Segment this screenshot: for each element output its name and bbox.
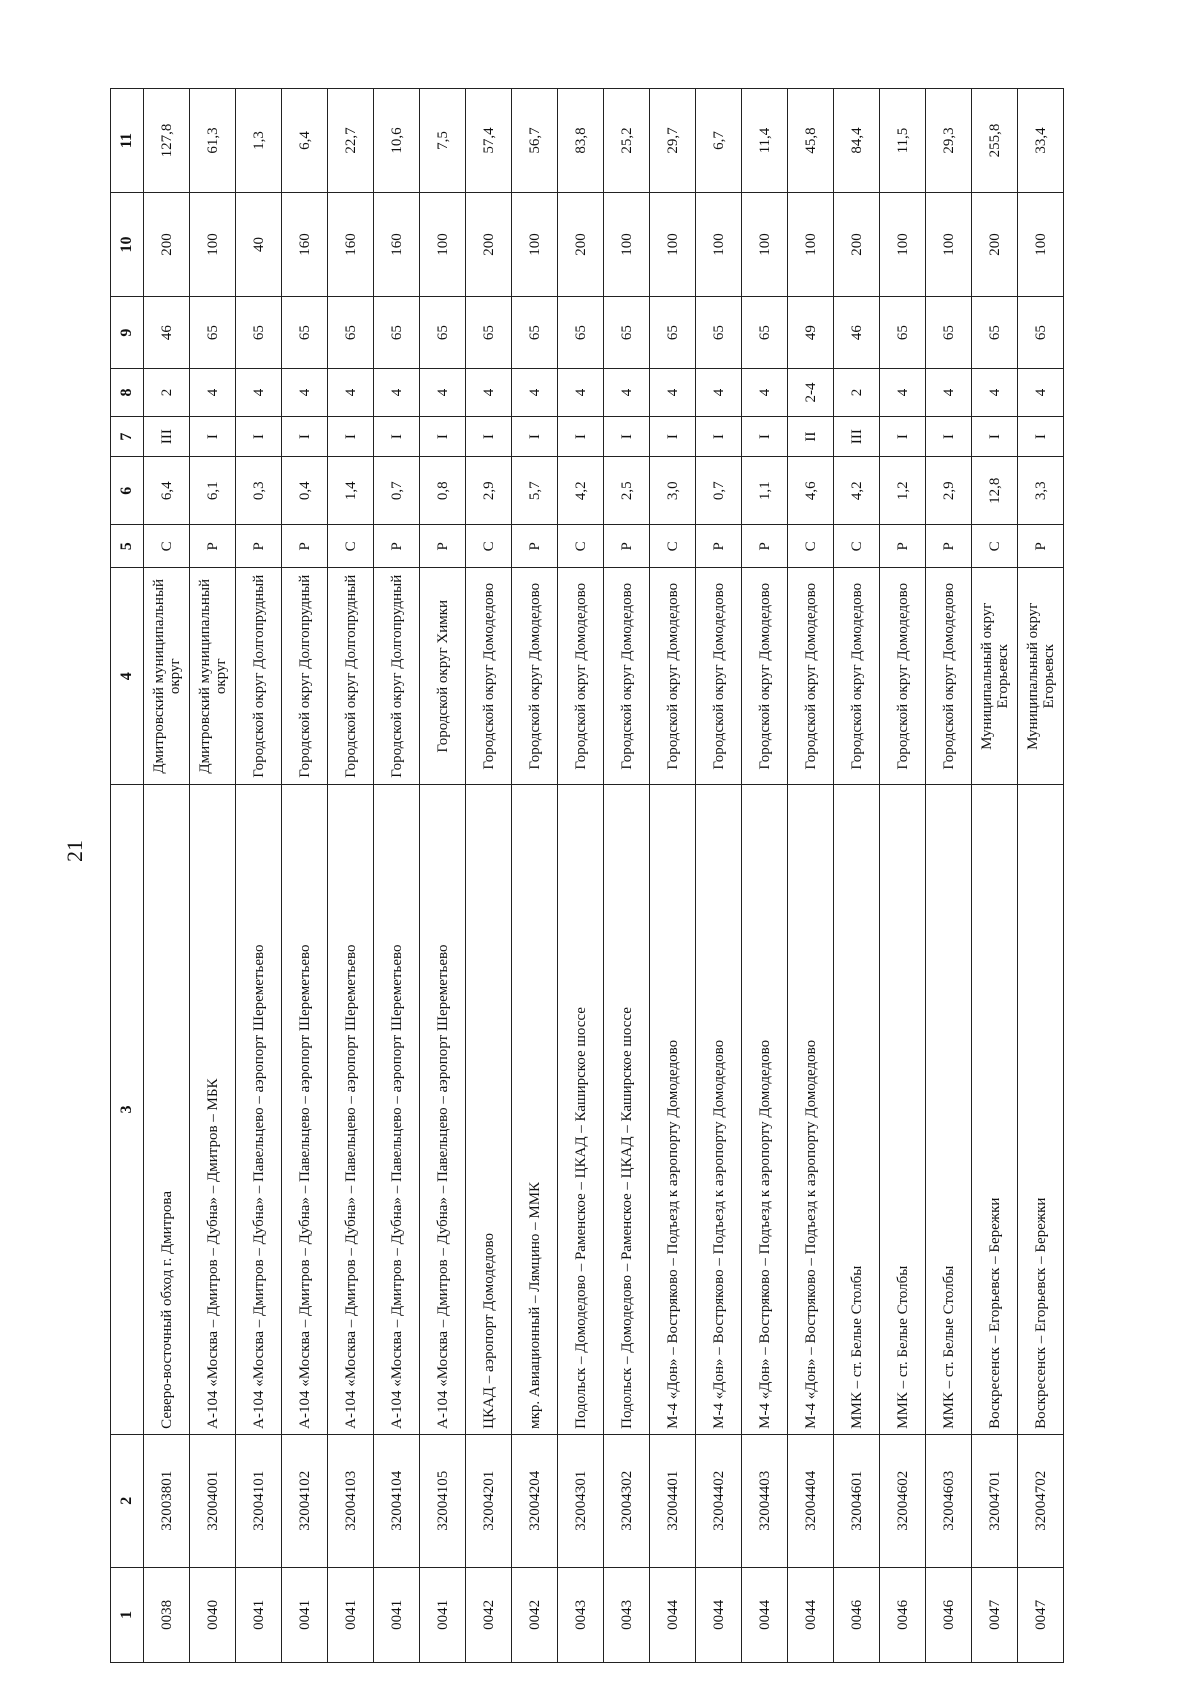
table-cell-c1: 0041 <box>236 1567 282 1662</box>
table-cell-c3: А-104 «Москва – Дмитров – Дубна» – Дмитров – МБК <box>190 785 236 1435</box>
table-cell-c1: 0042 <box>512 1567 558 1662</box>
table-cell-c9: 65 <box>328 297 374 369</box>
table-cell-c4: Городской округ Домодедово <box>466 568 512 785</box>
table-cell-c3: А-104 «Москва – Дмитров – Дубна» – Павельцево – аэропорт Шереметьево <box>328 785 374 1435</box>
table-cell-c8: 4 <box>926 369 972 417</box>
table-cell-c2: 32004702 <box>1018 1434 1064 1567</box>
table-cell-c5: Р <box>604 525 650 568</box>
table-cell-c3: ММК – ст. Белые Столбы <box>880 785 926 1435</box>
table-cell-c6: 5,7 <box>512 457 558 525</box>
table-cell-c6: 0,7 <box>374 457 420 525</box>
column-header-7: 7 <box>111 416 144 456</box>
table-cell-c10: 100 <box>650 193 696 297</box>
table-cell-c8: 2 <box>144 369 190 417</box>
table-cell-c2: 32004602 <box>880 1434 926 1567</box>
table-cell-c4: Городской округ Домодедово <box>558 568 604 785</box>
table-cell-c10: 100 <box>926 193 972 297</box>
table-row <box>742 89 788 1663</box>
table-cell-c4: Дмитровский муниципальный округ <box>144 568 190 785</box>
table-cell-c9: 65 <box>420 297 466 369</box>
table-cell-c3: Воскресенск – Егорьевск – Бережки <box>972 785 1018 1435</box>
table-cell-c11: 45,8 <box>788 89 834 193</box>
table-cell-c7: I <box>190 416 236 456</box>
table-cell-c5: Р <box>880 525 926 568</box>
table-row <box>880 89 926 1663</box>
table-cell-c11: 11,4 <box>742 89 788 193</box>
table-cell-c2: 32004404 <box>788 1434 834 1567</box>
table-cell-c6: 12,8 <box>972 457 1018 525</box>
table-cell-c10: 200 <box>466 193 512 297</box>
page-number: 21 <box>62 840 87 862</box>
table-cell-c3: М-4 «Дон» – Востряково – Подъезд к аэропорту Домодедово <box>696 785 742 1435</box>
table-row <box>558 89 604 1663</box>
table-row <box>926 89 972 1663</box>
table-cell-c1: 0038 <box>144 1567 190 1662</box>
table-cell-c1: 0043 <box>558 1567 604 1662</box>
table-cell-c6: 0,4 <box>282 457 328 525</box>
table-cell-c3: М-4 «Дон» – Востряково – Подъезд к аэропорту Домодедово <box>650 785 696 1435</box>
table-cell-c6: 6,1 <box>190 457 236 525</box>
table-cell-c6: 1,4 <box>328 457 374 525</box>
table-cell-c10: 160 <box>374 193 420 297</box>
table-cell-c11: 22,7 <box>328 89 374 193</box>
table-cell-c7: III <box>144 416 190 456</box>
table-cell-c4: Городской округ Домодедово <box>834 568 880 785</box>
table-cell-c8: 2 <box>834 369 880 417</box>
table-cell-c1: 0047 <box>972 1567 1018 1662</box>
table-cell-c4: Городской округ Домодедово <box>604 568 650 785</box>
table-row <box>144 89 190 1663</box>
table-cell-c4: Муниципальный округ Егорьевск <box>972 568 1018 785</box>
table-cell-c1: 0046 <box>880 1567 926 1662</box>
table-cell-c11: 57,4 <box>466 89 512 193</box>
table-row <box>512 89 558 1663</box>
table-cell-c2: 32004101 <box>236 1434 282 1567</box>
table-cell-c10: 100 <box>880 193 926 297</box>
table-row <box>466 89 512 1663</box>
table-cell-c4: Городской округ Долгопрудный <box>374 568 420 785</box>
table-cell-c2: 32004103 <box>328 1434 374 1567</box>
table-cell-c5: Р <box>374 525 420 568</box>
table-cell-c5: Р <box>512 525 558 568</box>
table-cell-c7: I <box>236 416 282 456</box>
table-cell-c6: 0,7 <box>696 457 742 525</box>
table-cell-c10: 100 <box>742 193 788 297</box>
table-cell-c5: С <box>558 525 604 568</box>
table-cell-c8: 4 <box>236 369 282 417</box>
table-cell-c10: 160 <box>328 193 374 297</box>
column-header-8: 8 <box>111 369 144 417</box>
table-cell-c4: Городской округ Домодедово <box>512 568 558 785</box>
table-cell-c7: I <box>696 416 742 456</box>
table-cell-c7: I <box>466 416 512 456</box>
table-cell-c9: 65 <box>466 297 512 369</box>
table-cell-c10: 100 <box>420 193 466 297</box>
table-cell-c1: 0041 <box>420 1567 466 1662</box>
table-cell-c9: 65 <box>604 297 650 369</box>
table-cell-c3: Подольск – Домодедово – Раменское – ЦКАД – Каширское шоссе <box>604 785 650 1435</box>
table-cell-c4: Городской округ Домодедово <box>650 568 696 785</box>
table-cell-c8: 4 <box>328 369 374 417</box>
table-cell-c1: 0046 <box>926 1567 972 1662</box>
column-header-5: 5 <box>111 525 144 568</box>
table-cell-c4: Городской округ Долгопрудный <box>328 568 374 785</box>
table-cell-c10: 100 <box>696 193 742 297</box>
table-cell-c7: II <box>788 416 834 456</box>
table-cell-c11: 33,4 <box>1018 89 1064 193</box>
table-cell-c8: 4 <box>696 369 742 417</box>
table-cell-c9: 65 <box>512 297 558 369</box>
table-cell-c1: 0040 <box>190 1567 236 1662</box>
table-cell-c7: I <box>742 416 788 456</box>
table-cell-c7: I <box>972 416 1018 456</box>
table-cell-c5: Р <box>742 525 788 568</box>
table-cell-c3: М-4 «Дон» – Востряково – Подъезд к аэропорту Домодедово <box>788 785 834 1435</box>
table-cell-c1: 0042 <box>466 1567 512 1662</box>
table-row <box>788 89 834 1663</box>
table-cell-c8: 4 <box>190 369 236 417</box>
table-cell-c11: 10,6 <box>374 89 420 193</box>
column-header-10: 10 <box>111 193 144 297</box>
table-cell-c9: 49 <box>788 297 834 369</box>
table-cell-c7: I <box>420 416 466 456</box>
table-cell-c4: Городской округ Домодедово <box>696 568 742 785</box>
table-cell-c4: Городской округ Домодедово <box>788 568 834 785</box>
table-cell-c4: Городской округ Домодедово <box>880 568 926 785</box>
table-cell-c4: Городской округ Долгопрудный <box>282 568 328 785</box>
table-cell-c9: 65 <box>236 297 282 369</box>
table-cell-c11: 83,8 <box>558 89 604 193</box>
table-cell-c5: С <box>328 525 374 568</box>
table-cell-c3: А-104 «Москва – Дмитров – Дубна» – Павельцево – аэропорт Шереметьево <box>236 785 282 1435</box>
road-sections-table <box>110 88 1064 1663</box>
table-cell-c6: 3,3 <box>1018 457 1064 525</box>
table-cell-c5: Р <box>420 525 466 568</box>
column-header-4: 4 <box>111 568 144 785</box>
table-cell-c9: 46 <box>144 297 190 369</box>
table-cell-c10: 100 <box>512 193 558 297</box>
table-cell-c2: 32004603 <box>926 1434 972 1567</box>
table-cell-c10: 160 <box>282 193 328 297</box>
table-cell-c8: 4 <box>742 369 788 417</box>
table-cell-c10: 100 <box>788 193 834 297</box>
table-cell-c7: I <box>558 416 604 456</box>
table-cell-c5: С <box>834 525 880 568</box>
table-cell-c4: Городской округ Химки <box>420 568 466 785</box>
table-cell-c10: 200 <box>972 193 1018 297</box>
table-cell-c4: Городской округ Долгопрудный <box>236 568 282 785</box>
table-row <box>696 89 742 1663</box>
table-cell-c11: 6,4 <box>282 89 328 193</box>
table-cell-c9: 65 <box>650 297 696 369</box>
column-header-3: 3 <box>111 785 144 1435</box>
table-cell-c5: Р <box>190 525 236 568</box>
table-cell-c5: С <box>650 525 696 568</box>
column-header-9: 9 <box>111 297 144 369</box>
table-cell-c6: 1,2 <box>880 457 926 525</box>
table-cell-c7: I <box>1018 416 1064 456</box>
table-cell-c4: Муниципальный округ Егорьевск <box>1018 568 1064 785</box>
table-cell-c8: 4 <box>650 369 696 417</box>
table-cell-c9: 65 <box>190 297 236 369</box>
table-cell-c10: 100 <box>190 193 236 297</box>
table-row <box>972 89 1018 1663</box>
table-cell-c8: 2-4 <box>788 369 834 417</box>
table-cell-c6: 1,1 <box>742 457 788 525</box>
table-cell-c5: С <box>144 525 190 568</box>
table-header-row <box>111 89 144 1663</box>
table-cell-c4: Дмитровский муниципальный округ <box>190 568 236 785</box>
table-cell-c6: 2,5 <box>604 457 650 525</box>
table-cell-c2: 32004104 <box>374 1434 420 1567</box>
table-cell-c7: I <box>604 416 650 456</box>
table-row <box>190 89 236 1663</box>
table-cell-c9: 65 <box>696 297 742 369</box>
table-cell-c8: 4 <box>466 369 512 417</box>
table-cell-c4: Городской округ Домодедово <box>926 568 972 785</box>
table-cell-c5: Р <box>1018 525 1064 568</box>
table-cell-c3: А-104 «Москва – Дмитров – Дубна» – Павельцево – аэропорт Шереметьево <box>282 785 328 1435</box>
table-cell-c10: 200 <box>558 193 604 297</box>
table-row <box>834 89 880 1663</box>
table-cell-c6: 4,2 <box>558 457 604 525</box>
table-cell-c1: 0044 <box>788 1567 834 1662</box>
table-cell-c8: 4 <box>282 369 328 417</box>
table-cell-c6: 0,3 <box>236 457 282 525</box>
table-cell-c2: 32004105 <box>420 1434 466 1567</box>
table-cell-c7: III <box>834 416 880 456</box>
table-cell-c1: 0047 <box>1018 1567 1064 1662</box>
table-cell-c2: 32004402 <box>696 1434 742 1567</box>
table-cell-c11: 56,7 <box>512 89 558 193</box>
table-cell-c2: 32004302 <box>604 1434 650 1567</box>
table-cell-c8: 4 <box>374 369 420 417</box>
table-cell-c8: 4 <box>420 369 466 417</box>
table-cell-c7: I <box>880 416 926 456</box>
table-row <box>420 89 466 1663</box>
table-cell-c11: 1,3 <box>236 89 282 193</box>
table-cell-c3: А-104 «Москва – Дмитров – Дубна» – Павельцево – аэропорт Шереметьево <box>374 785 420 1435</box>
column-header-1: 1 <box>111 1567 144 1662</box>
table-cell-c11: 61,3 <box>190 89 236 193</box>
table-cell-c11: 127,8 <box>144 89 190 193</box>
table-cell-c8: 4 <box>1018 369 1064 417</box>
table-cell-c2: 32004001 <box>190 1434 236 1567</box>
table-cell-c11: 29,3 <box>926 89 972 193</box>
table-cell-c9: 65 <box>926 297 972 369</box>
table-cell-c11: 6,7 <box>696 89 742 193</box>
table-cell-c2: 32004201 <box>466 1434 512 1567</box>
table-cell-c11: 11,5 <box>880 89 926 193</box>
table-cell-c7: I <box>512 416 558 456</box>
table-cell-c5: С <box>972 525 1018 568</box>
table-cell-c7: I <box>650 416 696 456</box>
table-cell-c6: 6,4 <box>144 457 190 525</box>
table-cell-c5: Р <box>282 525 328 568</box>
table-row <box>282 89 328 1663</box>
table-cell-c11: 84,4 <box>834 89 880 193</box>
table-cell-c6: 2,9 <box>466 457 512 525</box>
table-cell-c3: Северо-восточный обход г. Дмитрова <box>144 785 190 1435</box>
column-header-6: 6 <box>111 457 144 525</box>
table-cell-c2: 32004301 <box>558 1434 604 1567</box>
table-cell-c2: 32004403 <box>742 1434 788 1567</box>
rotated-table-container <box>110 88 1120 1663</box>
table-cell-c6: 4,2 <box>834 457 880 525</box>
table-cell-c7: I <box>282 416 328 456</box>
table-cell-c9: 65 <box>880 297 926 369</box>
table-cell-c5: Р <box>926 525 972 568</box>
table-cell-c1: 0041 <box>282 1567 328 1662</box>
table-cell-c7: I <box>328 416 374 456</box>
column-header-2: 2 <box>111 1434 144 1567</box>
table-row <box>236 89 282 1663</box>
table-cell-c5: С <box>788 525 834 568</box>
table-row <box>1018 89 1064 1663</box>
table-row <box>650 89 696 1663</box>
table-cell-c5: Р <box>696 525 742 568</box>
table-cell-c9: 65 <box>282 297 328 369</box>
table-cell-c10: 100 <box>1018 193 1064 297</box>
table-cell-c1: 0043 <box>604 1567 650 1662</box>
table-cell-c4: Городской округ Домодедово <box>742 568 788 785</box>
table-cell-c2: 32004601 <box>834 1434 880 1567</box>
table-cell-c2: 32004701 <box>972 1434 1018 1567</box>
table-cell-c8: 4 <box>972 369 1018 417</box>
table-body <box>144 89 1064 1663</box>
table-cell-c10: 40 <box>236 193 282 297</box>
table-cell-c2: 32004204 <box>512 1434 558 1567</box>
table-cell-c6: 3,0 <box>650 457 696 525</box>
table-cell-c10: 100 <box>604 193 650 297</box>
table-cell-c3: мкр. Авиационный – Лямцино – ММК <box>512 785 558 1435</box>
table-cell-c11: 25,2 <box>604 89 650 193</box>
table-cell-c8: 4 <box>880 369 926 417</box>
table-cell-c6: 2,9 <box>926 457 972 525</box>
table-cell-c1: 0041 <box>328 1567 374 1662</box>
column-header-11: 11 <box>111 89 144 193</box>
table-row <box>328 89 374 1663</box>
table-cell-c8: 4 <box>604 369 650 417</box>
table-row <box>604 89 650 1663</box>
table-cell-c3: ММК – ст. Белые Столбы <box>926 785 972 1435</box>
table-cell-c5: Р <box>236 525 282 568</box>
table-cell-c2: 32004102 <box>282 1434 328 1567</box>
table-cell-c11: 255,8 <box>972 89 1018 193</box>
table-cell-c9: 65 <box>558 297 604 369</box>
table-cell-c9: 65 <box>742 297 788 369</box>
table-cell-c2: 32003801 <box>144 1434 190 1567</box>
table-cell-c3: А-104 «Москва – Дмитров – Дубна» – Павельцево – аэропорт Шереметьево <box>420 785 466 1435</box>
table-cell-c9: 65 <box>972 297 1018 369</box>
table-cell-c3: М-4 «Дон» – Востряково – Подъезд к аэропорту Домодедово <box>742 785 788 1435</box>
table-cell-c9: 65 <box>1018 297 1064 369</box>
table-cell-c3: ЦКАД – аэропорт Домодедово <box>466 785 512 1435</box>
table-cell-c5: С <box>466 525 512 568</box>
table-cell-c11: 29,7 <box>650 89 696 193</box>
table-cell-c6: 4,6 <box>788 457 834 525</box>
table-cell-c10: 200 <box>834 193 880 297</box>
table-cell-c6: 0,8 <box>420 457 466 525</box>
table-cell-c3: Воскресенск – Егорьевск – Бережки <box>1018 785 1064 1435</box>
table-cell-c8: 4 <box>512 369 558 417</box>
table-cell-c9: 65 <box>374 297 420 369</box>
table-cell-c11: 7,5 <box>420 89 466 193</box>
table-cell-c8: 4 <box>558 369 604 417</box>
table-row <box>374 89 420 1663</box>
table-cell-c1: 0041 <box>374 1567 420 1662</box>
table-cell-c10: 200 <box>144 193 190 297</box>
table-cell-c3: ММК – ст. Белые Столбы <box>834 785 880 1435</box>
table-cell-c7: I <box>374 416 420 456</box>
table-cell-c1: 0044 <box>696 1567 742 1662</box>
table-cell-c3: Подольск – Домодедово – Раменское – ЦКАД – Каширское шоссе <box>558 785 604 1435</box>
table-cell-c1: 0044 <box>650 1567 696 1662</box>
table-cell-c2: 32004401 <box>650 1434 696 1567</box>
table-cell-c1: 0046 <box>834 1567 880 1662</box>
table-cell-c7: I <box>926 416 972 456</box>
table-cell-c9: 46 <box>834 297 880 369</box>
table-cell-c1: 0044 <box>742 1567 788 1662</box>
